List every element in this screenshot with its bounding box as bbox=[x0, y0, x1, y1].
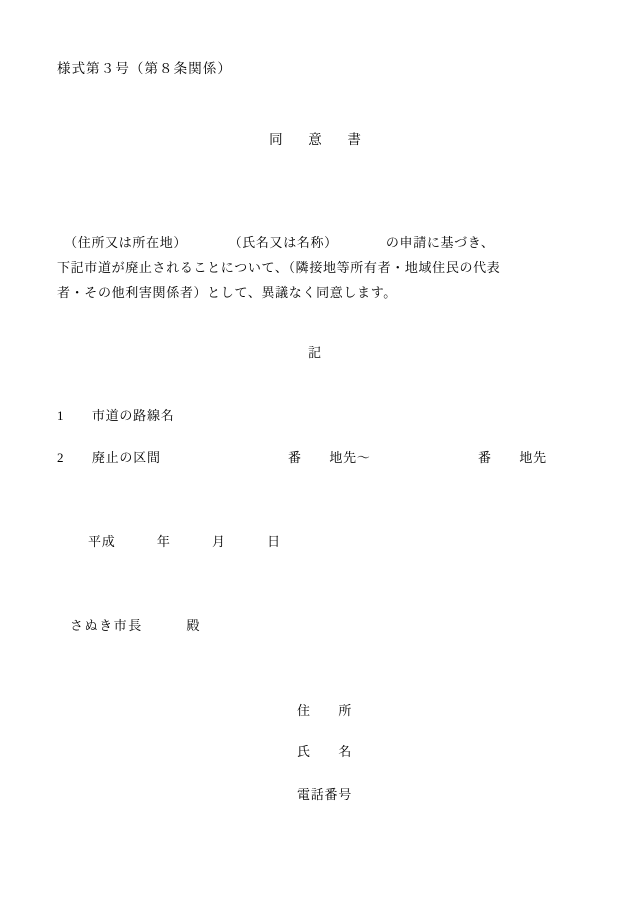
signature-phone-label: 電話番号 bbox=[297, 787, 353, 802]
consent-paragraph-line-1: （住所又は所在地） （氏名又は名称） の申請に基づき、 bbox=[57, 235, 495, 250]
consent-paragraph bbox=[57, 230, 573, 305]
form-number: 様式第３号（第８条関係） bbox=[57, 61, 232, 76]
list-item-route-name: 1 市道の路線名 bbox=[57, 408, 175, 423]
page-title: 同 意 書 bbox=[269, 132, 367, 147]
segment-to-label: 番 地先 bbox=[478, 450, 547, 465]
date-line: 平成 年 月 日 bbox=[88, 534, 281, 549]
addressee-line: さぬき市長 殿 bbox=[70, 618, 202, 633]
signature-address-label: 住 所 bbox=[297, 703, 353, 718]
consent-paragraph-line-3: 者・その他利害関係者）として、異議なく同意します。 bbox=[57, 285, 397, 300]
signature-name-label: 氏 名 bbox=[297, 744, 353, 759]
ki-marker: 記 bbox=[308, 345, 322, 360]
list-item-abolished-section: 2 廃止の区間 bbox=[57, 450, 161, 465]
segment-from-label: 番 地先〜 bbox=[288, 450, 371, 465]
consent-paragraph-line-2: 下記市道が廃止されることについて、（隣接地等所有者・地域住民の代表 bbox=[57, 260, 501, 275]
